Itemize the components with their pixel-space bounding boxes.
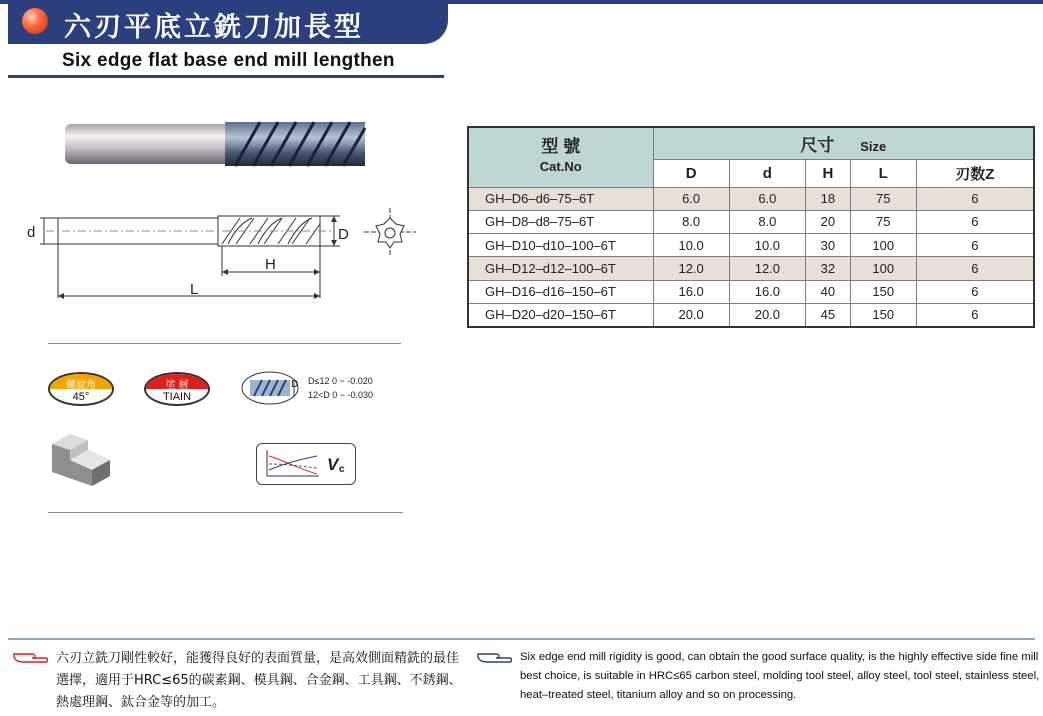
- helix-angle-value: 45°: [72, 391, 90, 403]
- cat-no-header: [468, 127, 653, 187]
- cell-L: 100: [850, 234, 916, 257]
- col-header-D: D: [653, 159, 729, 187]
- cell-L: 150: [850, 280, 916, 303]
- cell-L: 75: [850, 187, 916, 210]
- coating-value: TIAIN: [162, 391, 192, 403]
- table-row: [468, 257, 1034, 280]
- cell-cat: GH–D20–d20–150–6T: [468, 303, 653, 326]
- cat-no-header-cn: 型 號: [541, 137, 581, 157]
- cell-D: 10.0: [653, 234, 729, 257]
- pointing-hand-icon: [12, 648, 48, 666]
- title-banner: [8, 0, 448, 44]
- tolerance-symbol: D: [291, 379, 299, 390]
- cell-D: 12.0: [653, 257, 729, 280]
- vc-label: V: [327, 455, 339, 474]
- cutting-speed-icon: [256, 443, 356, 485]
- cell-d: 10.0: [729, 234, 805, 257]
- cell-Z: 6: [916, 187, 1034, 210]
- description-en: Six edge end mill rigidity is good, can obtain the good surface quality, is the highly effective side fine mill best choice, is suitable in HRC≤65 carbon steel, molding tool steel, alloy steel, tool steel, stainless steel, heat–treated steel, titanium alloy and so on processing.: [520, 651, 1040, 701]
- cell-Z: 6: [916, 210, 1034, 233]
- table-row: [468, 210, 1034, 233]
- helix-angle-label: 螺旋角: [66, 380, 96, 391]
- cell-Z: 6: [916, 234, 1034, 257]
- cell-H: 20: [806, 210, 851, 233]
- helix-angle-badge: [48, 372, 114, 406]
- cell-d: 20.0: [729, 303, 805, 326]
- size-header-cn: 尺寸: [800, 135, 835, 155]
- cell-H: 32: [806, 257, 851, 280]
- title-underline: [8, 75, 444, 78]
- cell-Z: 6: [916, 280, 1034, 303]
- pointing-hand-icon: [476, 648, 512, 666]
- cell-cat: GH–D16–d16–150–6T: [468, 280, 653, 303]
- cell-Z: 6: [916, 303, 1034, 326]
- cell-cat: GH–D10–d10–100–6T: [468, 234, 653, 257]
- size-header-en: Size: [860, 138, 887, 154]
- cell-Z: 6: [916, 257, 1034, 280]
- cat-no-header-en: Cat.No: [539, 159, 582, 175]
- cell-H: 18: [806, 187, 851, 210]
- table-row: [468, 234, 1034, 257]
- cell-D: 8.0: [653, 210, 729, 233]
- bullet-ball-icon: [22, 8, 48, 34]
- description-cn: 六刃立銑刀剛性較好，能獲得良好的表面質量，是高效側面精銑的最佳選擇，適用于HRC≤65的碳素鋼、模具鋼、合金鋼、工具鋼、不銹鋼、熱處理鋼、鈦合金等的加工。: [56, 651, 462, 710]
- col-header-L: L: [850, 159, 916, 187]
- dim-label-H: H: [265, 256, 276, 273]
- cell-d: 16.0: [729, 280, 805, 303]
- cell-D: 20.0: [653, 303, 729, 326]
- col-header-H: H: [806, 159, 851, 187]
- cell-cat: GH–D8–d8–75–6T: [468, 210, 653, 233]
- table-row: [468, 280, 1034, 303]
- vc-subscript: c: [339, 464, 345, 475]
- cell-d: 8.0: [729, 210, 805, 233]
- workpiece-step-icon: [48, 430, 112, 486]
- cell-L: 100: [850, 257, 916, 280]
- cell-d: 12.0: [729, 257, 805, 280]
- section-divider-2: [48, 512, 403, 513]
- cell-cat: GH–D6–d6–75–6T: [468, 187, 653, 210]
- table-row: [468, 303, 1034, 326]
- spec-table: [467, 126, 1035, 328]
- size-header: [653, 127, 1034, 159]
- dim-label-L: L: [190, 281, 199, 298]
- cell-D: 16.0: [653, 280, 729, 303]
- cell-L: 75: [850, 210, 916, 233]
- bottom-divider: [8, 638, 1035, 640]
- tolerance-line-1: D≤12 0 ~ -0.020: [308, 376, 373, 386]
- table-row: [468, 187, 1034, 210]
- tolerance-text: [308, 374, 373, 402]
- speed-curve-icon: [263, 448, 321, 480]
- end-mill-dimension-drawing: [22, 196, 422, 308]
- cell-H: 30: [806, 234, 851, 257]
- cell-cat: GH–D12–d12–100–6T: [468, 257, 653, 280]
- tolerance-line-2: 12<D 0 ~ -0.030: [308, 390, 374, 400]
- cell-L: 150: [850, 303, 916, 326]
- page-title-cn: 六刃平底立銑刀加長型: [64, 12, 364, 43]
- dim-label-d: d: [27, 224, 36, 241]
- end-mill-photo: [55, 112, 375, 174]
- col-header-d: d: [729, 159, 805, 187]
- coating-badge: [144, 372, 210, 406]
- page-title-en: Six edge flat base end mill lengthen: [62, 50, 395, 71]
- section-divider: [48, 343, 401, 344]
- col-header-Z: 刃数Z: [916, 159, 1034, 187]
- coating-label: 塗 層: [165, 380, 189, 391]
- cell-H: 45: [806, 303, 851, 326]
- cell-H: 40: [806, 280, 851, 303]
- dim-label-D: D: [338, 226, 349, 243]
- cell-d: 6.0: [729, 187, 805, 210]
- cell-D: 6.0: [653, 187, 729, 210]
